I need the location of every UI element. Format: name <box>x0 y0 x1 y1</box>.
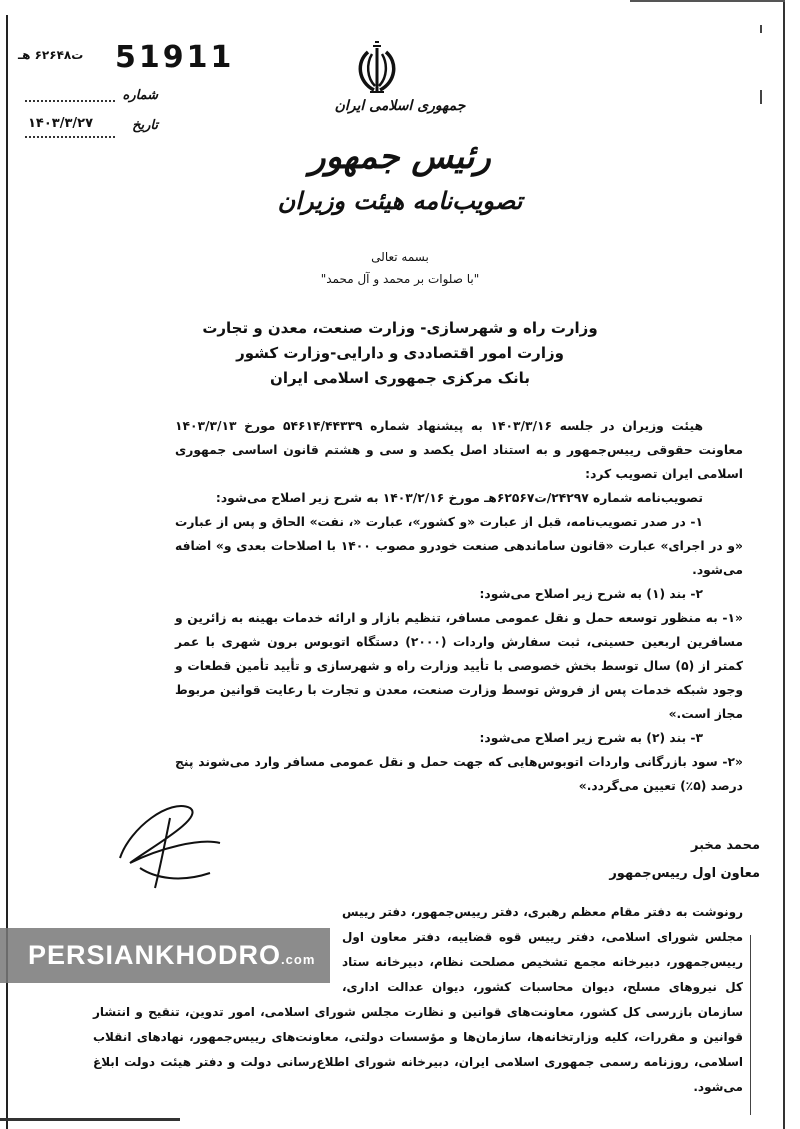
scan-mark <box>760 25 762 33</box>
signatory-title: معاون اول رییس‌جمهور <box>609 866 760 881</box>
bottom-rule <box>0 1118 180 1121</box>
scan-mark <box>760 90 762 104</box>
cc-list: رونوشت به دفتر مقام معظم رهبری، دفتر رییس‌جمهور، دفتر رییس مجلس شورای اسلامی، دفتر رییس قوه قضاییه، دفتر معاون اول رییس‌جمهور، دبیرخانه مجمع تشخیص مصلحت نظام، دبیرخانه ستاد کل نیروهای مسلح، دیوان محاسبات کشور، دیوان عدالت اداری، سازمان بازرسی کل کشور، معاونت‌های قوانین و نظارت مجلس شورای اسلامی، امور تدوین، تنقیح و انتشار قوانین و مقررات، کلیه وزارتخانه‌ها، سازمان‌ها و مؤسسات دولتی، معاونت‌های رییس‌جمهور، نهادهای انقلاب اسلامی، روزنامه رسمی جمهوری اسلامی ایران، دبیرخانه شورای اطلاع‌رسانی دولت و دفتر هیئت دولت ابلاغ می‌شود. <box>93 905 743 1094</box>
addressees <box>180 316 620 391</box>
addressee: وزارت امور اقتصاددی و دارایی-وزارت کشور <box>236 344 564 362</box>
cc-block <box>28 900 743 1100</box>
item-1: ۱- در صدر تصویب‌نامه، قبل از عبارت «و کشور»، عبارت «، نفت» الحاق و پس از عبارت «و در اجرای» عبارت «قانون ساماندهی صنعت خودرو مصوب ۱۴۰۰ با اصلاحات بعدی و» اضافه می‌شود. <box>175 515 744 577</box>
item-3-heading: ۳- بند (۲) به شرح زیر اصلاح می‌شود: <box>479 731 703 745</box>
salavat: "با صلوات بر محمد و آل محمد" <box>320 272 480 286</box>
reference-code: ت۶۲۶۴۸ هـ <box>18 48 84 62</box>
item-2-heading: ۲- بند (۱) به شرح زیر اصلاح می‌شود: <box>479 587 703 601</box>
country-name: جمهوری اسلامی ایران <box>334 98 466 114</box>
iran-emblem-icon <box>352 40 402 95</box>
number-label: شماره <box>122 88 158 103</box>
watermark <box>0 928 330 983</box>
amendment-paragraph: تصویب‌نامه شماره ۲۴۲۹۷/ت۶۲۵۶۷هـ مورخ ۱۴۰۳/۲/۱۶ به شرح زیر اصلاح می‌شود: <box>215 491 703 505</box>
watermark-suffix: .com <box>281 952 316 967</box>
intro-paragraph: هیئت وزیران در جلسه ۱۴۰۳/۳/۱۶ به پیشنهاد شماره ۵۴۶۱۴/۴۴۳۳۹ مورخ ۱۴۰۳/۳/۱۳ معاونت حقوقی رییس‌جمهور و به استناد اصل یکصد و سی و هشتم قانون اساسی جمهوری اسلامی ایران تصویب کرد: <box>175 419 743 481</box>
serial-number: 51911 <box>115 40 235 75</box>
signatory-name: محمد مخبر <box>691 838 760 853</box>
item-3-text: «۲- سود بازرگانی واردات اتوبوس‌هایی که جهت حمل و نقل عمومی مسافر وارد می‌شوند پنج درصد (۵٪) تعیین می‌گردد.» <box>175 755 743 793</box>
addressee: بانک مرکزی جمهوری اسلامی ایران <box>270 369 530 387</box>
handwritten-signature <box>110 788 230 898</box>
office-title: رئیس جمهور <box>309 137 491 177</box>
watermark-brand: PERSIANKHODRO <box>28 940 282 970</box>
addressee: وزارت راه و شهرسازی- وزارت صنعت، معدن و تجارت <box>202 319 598 337</box>
date-label: تاریخ <box>132 118 158 133</box>
date-value: ۱۴۰۳/۳/۲۷ <box>28 116 94 131</box>
page-border-top <box>630 0 785 2</box>
item-2-text: «۱- به منظور توسعه حمل و نقل عمومی مسافر، تنظیم بازار و ارائه خدمات بهینه به زائرین و مسافرین اربعین حسینی، ثبت سفارش واردات (۲۰۰۰) دستگاه اتوبوس برون شهری با عمر کمتر از (۵) سال توسط بخش خصوصی با تأیید وزارت راه و شهرسازی و تأیید تأمین قطعات و وجود شبکه خدمات پس از فروش توسط وزارت صنعت، معدن و تجارت با رعایت قوانین مربوط مجاز است.» <box>175 611 743 721</box>
document-type: تصویب‌نامه هیئت وزیران <box>277 187 523 215</box>
signature-block <box>0 808 800 900</box>
document-flow <box>0 414 800 1100</box>
date-field <box>25 136 115 138</box>
decree-body <box>175 414 743 798</box>
number-field <box>25 100 115 102</box>
bismillah: بسمه تعالی <box>371 250 429 264</box>
